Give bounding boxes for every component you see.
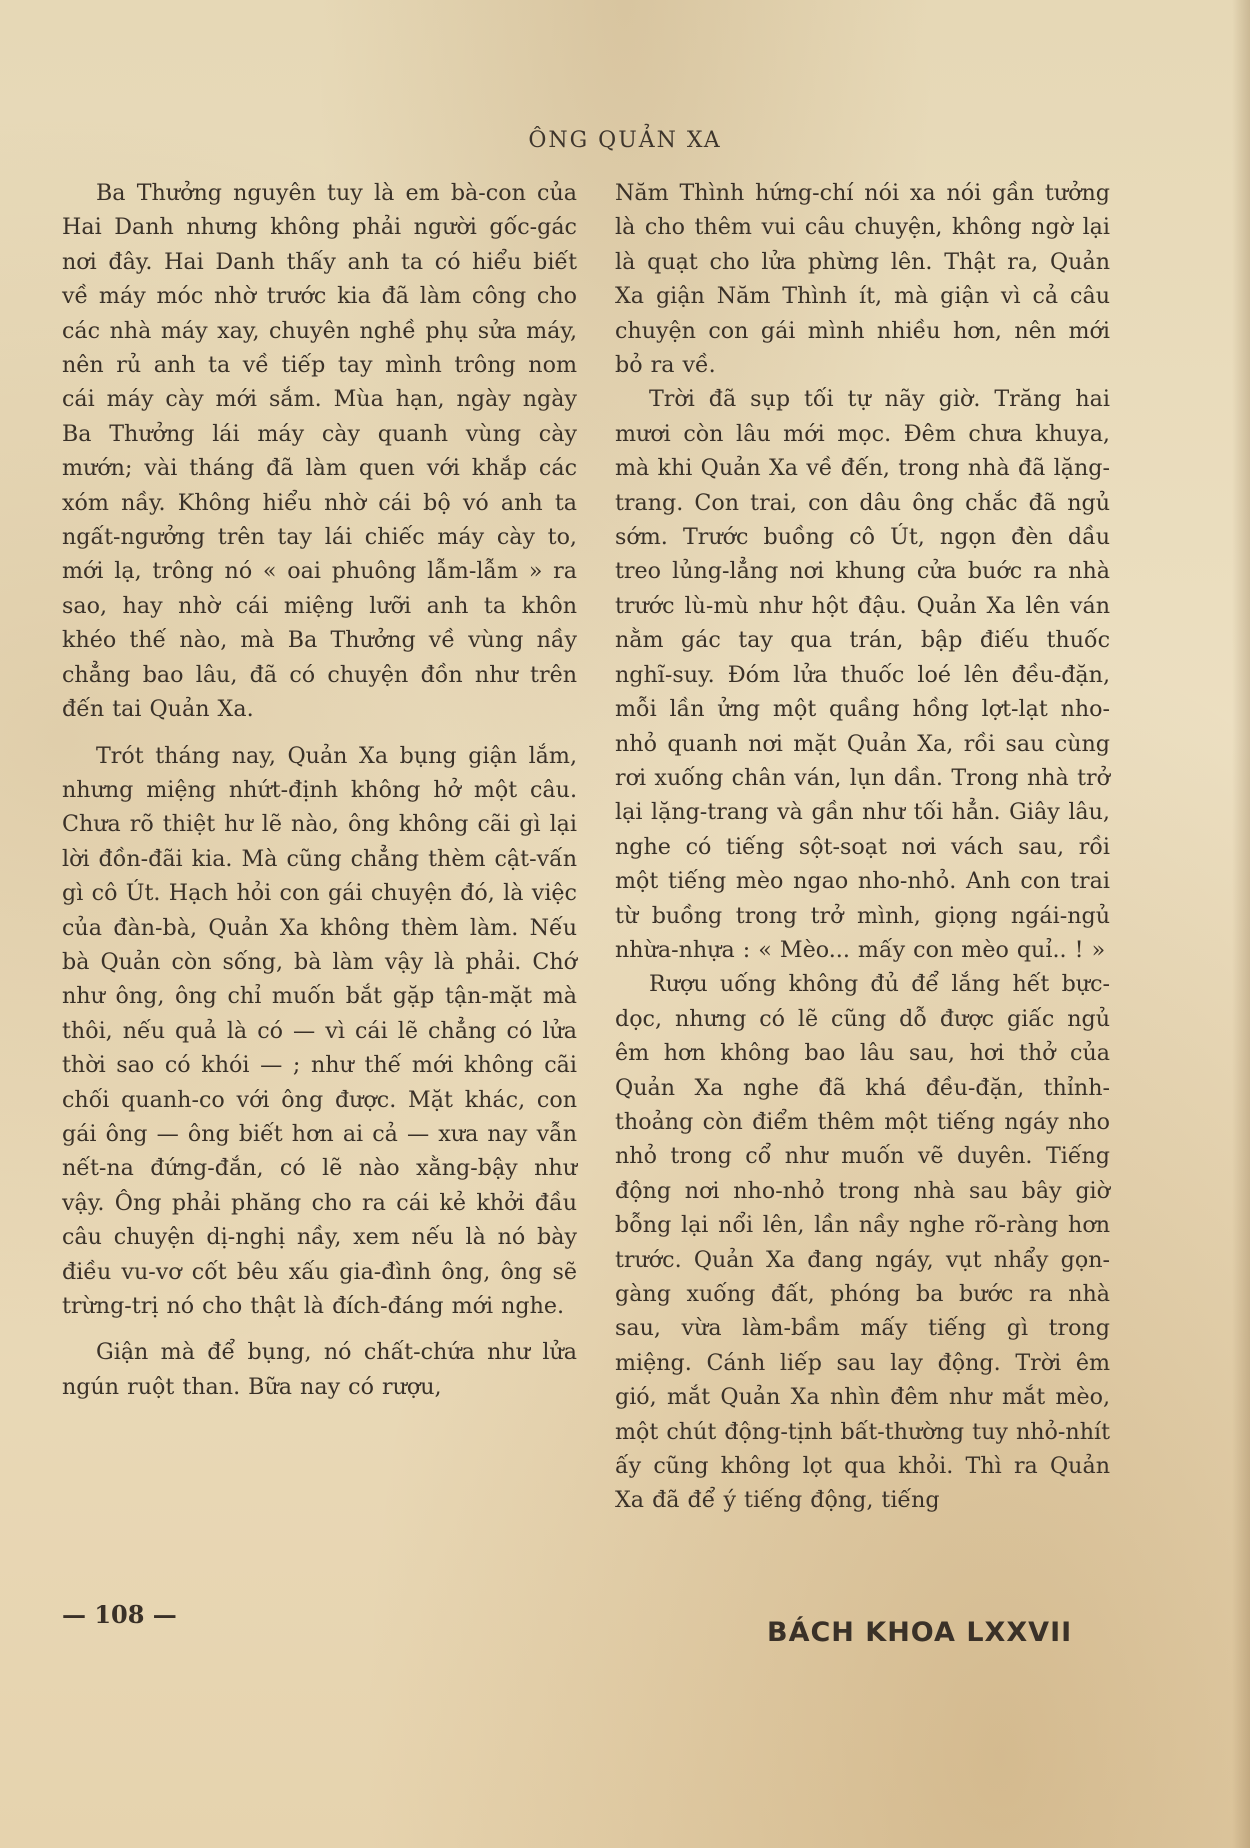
paragraph-continued: Năm Thình hứng-chí nói xa nói gần tưởng là cho thêm vui câu chuyện, không ngờ lại là quạt cho lửa phừng lên. Thật ra, Quản Xa giận Năm Thình ít, mà giận vì cả câu chuyện con gái mình nhiều hơn, nên mới bỏ ra về. <box>615 180 1110 379</box>
paragraph: Trót tháng nay, Quản Xa bụng giận lắm, nhưng miệng nhứt-định không hở một câu. Chưa rõ thiệt hư lẽ nào, ông không cãi gì lại lời đồn-đãi kia. Mà cũng chẳng thèm cật-vấn gì cô Út. Hạch hỏi con gái chuyện đó, là việc của đàn-bà, Quản Xa không thèm làm. Nếu bà Quản còn sống, bà làm vậy là phải. Chớ như ông, ông chỉ muốn bắt gặp tận-mặt mà thôi, nếu quả là có — vì cái lẽ chẳng có lửa thời sao có khói — ; như thế mới không cãi chối quanh-co với ông được. Mặt khác, con gái ông — ông biết hơn ai cả — xưa nay vẫn nết-na đứng-đắn, có lẽ nào xằng-bậy như vậy. Ông phải phăng cho ra cái kẻ khởi đầu câu chuyện dị-nghị nầy, xem nếu là nó bày điều vu-vơ cốt bêu xấu gia-đình ông, ông sẽ trừng-trị nó cho thật là đích-đáng mới nghe. <box>62 742 577 1319</box>
page-number: — 108 — <box>62 1600 177 1629</box>
page-edge-shadow <box>1232 0 1250 1848</box>
paragraph: Rượu uống không đủ để lắng hết bực-dọc, nhưng có lẽ cũng dỗ được giấc ngủ êm hơn không bao lâu sau, hơi thở của Quản Xa nghe đã khá đều-đặn, thỉnh-thoảng còn điểm thêm một tiếng ngáy nho nhỏ trong cổ như muốn vẽ duyên. Tiếng động nơi nho-nhỏ trong nhà sau bây giờ bỗng lại nổi lên, lần nầy nghe rõ-ràng hơn trước. Quản Xa đang ngáy, vụt nhẩy gọn-gàng xuống đất, phóng ba bước ra nhà sau, vừa làm-bầm mấy tiếng gì trong miệng. Cánh liếp sau lay động. Trời êm gió, mắt Quản Xa nhìn đêm như mắt mèo, một chút động-tịnh bất-thường tuy nhỏ-nhít ấy cũng không lọt qua khỏi. Thì ra Quản Xa đã để ý tiếng động, tiếng <box>615 971 1110 1514</box>
paragraph: Ba Thưởng nguyên tuy là em bà-con của Hai Danh nhưng không phải người gốc-gác nơi đây. Hai Danh thấy anh ta có hiểu biết về máy móc nhờ trước kia đã làm công cho các nhà máy xay, chuyên nghề phụ sửa máy, nên rủ anh ta về tiếp tay mình trông nom cái máy cày mới sắm. Mùa hạn, ngày ngày Ba Thưởng lái máy cày quanh vùng cày mướn; vài tháng đã làm quen với khắp các xóm nầy. Không hiểu nhờ cái bộ vó anh ta ngất-ngưởng trên tay lái chiếc máy cày to, mới lạ, trông nó « oai phuông lẫm-lẫm » ra sao, hay nhờ cái miệng lưỡi anh ta khôn khéo thế nào, mà Ba Thưởng về vùng nầy chẳng bao lâu, đã có chuyện đồn như trên đến tai Quản Xa. <box>62 180 577 723</box>
paragraph: Giận mà để bụng, nó chất-chứa như lửa ngún ruột than. Bữa nay có rượu, <box>62 1339 577 1400</box>
publication-footer: BÁCH KHOA LXXVII <box>767 1617 1073 1648</box>
paragraph: Trời đã sụp tối tự nãy giờ. Trăng hai mươi còn lâu mới mọc. Đêm chưa khuya, mà khi Quản Xa về đến, trong nhà đã lặng-trang. Con trai, con dâu ông chắc đã ngủ sớm. Trước buồng cô Út, ngọn đèn dầu treo lủng-lẳng nơi khung cửa buớc ra nhà trước lù-mù như hột đậu. Quản Xa lên ván nằm gác tay qua trán, bập điếu thuốc nghĩ-suy. Đóm lửa thuốc loé lên đều-đặn, mỗi lần ửng một quầng hồng lợt-lạt nho-nhỏ quanh nơi mặt Quản Xa, rồi sau cùng rơi xuống chân ván, lụn dần. Trong nhà trở lại lặng-trang và gần như tối hẳn. Giây lâu, nghe có tiếng sột-soạt nơi vách sau, rồi một tiếng mèo ngao nho-nhỏ. Anh con trai từ buồng trong trở mình, giọng ngái-ngủ nhừa-nhựa : « Mèo... mấy con mèo quỉ.. ! » <box>615 386 1110 963</box>
left-text-column <box>62 176 577 1404</box>
right-text-column <box>615 176 1110 1518</box>
running-title: ÔNG QUẢN XA <box>528 128 722 153</box>
